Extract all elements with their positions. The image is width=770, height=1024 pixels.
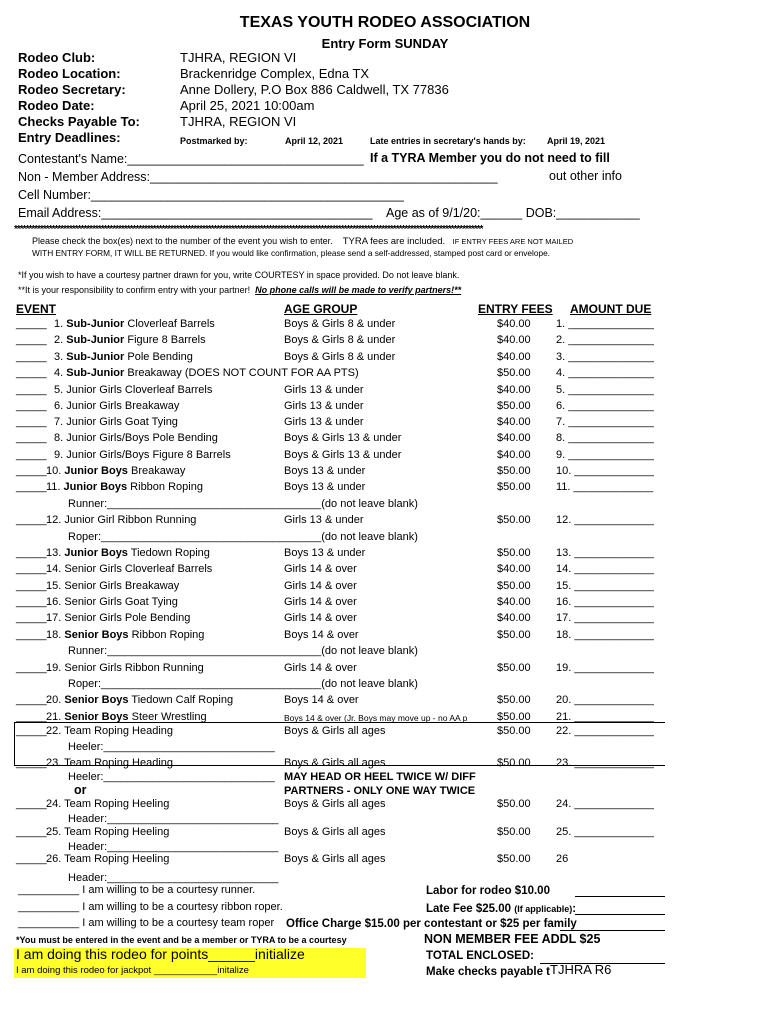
labor-line: [575, 896, 665, 897]
event-age-group: Boys 14 & over (Jr. Boys may move up - no AA p: [284, 712, 468, 723]
event-amount-due: 19. _____________: [556, 661, 654, 674]
team-partner-field: Heeler:____________________________: [68, 741, 275, 753]
event-amount-due: 13. _____________: [556, 547, 654, 560]
office-charge: Office Charge $15.00 per contestant or $25 per family: [286, 918, 577, 930]
courtesy-instructions: *If you wish to have a courtesy partner drawn for you, write COURTESY in space provided. Do not leave blank.: [18, 270, 460, 280]
event-name: [46, 629, 204, 641]
event-number: 20.: [46, 694, 62, 707]
event-amount-due: 4. ______________: [556, 366, 654, 379]
event-title: Team Roping Heeling: [64, 798, 170, 810]
event-bold-name: Sub-Junior: [66, 334, 125, 347]
event-title: Pole Bending: [124, 350, 193, 363]
event-checkbox-blank: _____: [16, 826, 47, 838]
event-amount-due: 1. ______________: [556, 318, 654, 330]
event-checkbox-blank: _____: [16, 399, 47, 412]
event-age-group: Boys & Girls 13 & under: [284, 448, 402, 461]
event-number: 8.: [54, 432, 64, 445]
event-title: Senior Girls Breakaway: [64, 579, 180, 592]
team-partner-field: Header:____________________________: [68, 841, 279, 853]
event-title: Breakaway (DOES NOT COUNT FOR AA PTS): [124, 366, 359, 379]
event-checkbox-blank: _____: [16, 514, 47, 527]
event-amount-due: 9. ______________: [556, 448, 654, 461]
event-checkbox-blank: _____: [16, 628, 47, 641]
event-amount-due: 21. _____________: [556, 710, 654, 723]
event-age-group: Boys 13 & under: [284, 481, 366, 494]
event-checkbox-blank: _____: [16, 612, 47, 625]
event-name: [46, 694, 233, 706]
event-age-group: MAY HEAD OR HEEL TWICE W/ DIFF: [284, 771, 476, 783]
event-title: Steer Wrestling: [128, 710, 207, 723]
event-fee: $50.00: [497, 757, 531, 769]
event-amount-due: 25. _____________: [556, 826, 654, 838]
event-number: 1.: [54, 318, 64, 330]
event-title: Junior Girls Goat Tying: [66, 416, 178, 429]
event-amount-due: 16. _____________: [556, 596, 654, 608]
event-bold-name: Junior Boys: [64, 465, 128, 477]
table-row[interactable]: [0, 662, 770, 678]
event-fee: $50.00: [497, 798, 531, 810]
event-title: Junior Girls/Boys Pole Bending: [66, 432, 218, 445]
event-title: Junior Girls Cloverleaf Barrels: [66, 383, 213, 396]
event-number: 15.: [46, 579, 62, 592]
event-age-group: Girls 13 & under: [284, 416, 364, 429]
payee: TJHRA R6: [550, 962, 612, 977]
table-row[interactable]: [0, 384, 770, 400]
contestant-name-field[interactable]: Contestant's Name:__________________________________: [18, 152, 364, 166]
event-checkbox-blank: _____: [16, 366, 47, 379]
event-amount-due: 3. ______________: [556, 350, 654, 363]
event-age-group: Boys & Girls 13 & under: [284, 432, 402, 445]
event-fee: $50.00: [497, 366, 531, 379]
team-partner-field: Header:____________________________: [68, 872, 279, 884]
event-title: Team Roping Heading: [64, 757, 174, 769]
event-fee: $50.00: [497, 853, 531, 865]
event-checkbox-blank: _____: [16, 853, 47, 865]
event-age-group: Boys & Girls all ages: [284, 853, 386, 865]
age-dob-field[interactable]: Age as of 9/1/20:______ DOB:____________: [386, 206, 640, 220]
event-bold-name: Sub-Junior: [66, 366, 125, 379]
cell-number-field[interactable]: Cell Number:_____________________________________________: [18, 188, 404, 202]
event-amount-due: 8. ______________: [556, 432, 654, 445]
event-number: 26.: [46, 853, 62, 865]
event-age-group: Girls 13 & under: [284, 514, 364, 527]
event-checkbox-blank: _____: [16, 798, 47, 810]
late-label: Late entries in secretary's hands by:: [370, 136, 526, 146]
event-name: [46, 853, 169, 865]
event-checkbox-blank: _____: [16, 318, 47, 330]
event-partner-field: Roper:____________________________________(do not leave blank): [68, 677, 418, 690]
event-amount-due: 5. ______________: [556, 383, 654, 396]
table-row[interactable]: [0, 547, 770, 563]
event-fee: $40.00: [497, 350, 531, 363]
event-amount-due: 6. ______________: [556, 399, 654, 412]
event-checkbox-blank: _____: [16, 432, 47, 445]
event-name: [54, 367, 359, 379]
event-age-group: Boys & Girls all ages: [284, 826, 386, 838]
event-amount-due: 2. ______________: [556, 334, 654, 347]
event-checkbox-blank: _____: [16, 579, 47, 592]
postmarked-label: Postmarked by:: [180, 136, 248, 146]
event-name: [46, 798, 169, 810]
event-number: 12.: [46, 514, 62, 527]
event-number: 3.: [54, 350, 64, 363]
event-title: Senior Girls Goat Tying: [64, 596, 178, 608]
event-checkbox-blank: _____: [16, 465, 47, 477]
event-amount-due: 17. _____________: [556, 612, 654, 625]
table-row[interactable]: [0, 334, 770, 350]
event-name: [46, 514, 196, 526]
event-name: [46, 757, 173, 769]
instructions-line-1: Please check the box(es) next to the number of the event you wish to enter. TYRA fees are included. IF ENTRY FEES ARE NOT MAILED: [32, 236, 574, 247]
event-bold-name: Junior Boys: [63, 481, 128, 494]
make-checks-payable: Make checks payable t: [426, 966, 551, 978]
event-age-group: Boys 13 & under: [284, 465, 366, 477]
event-number: 25.: [46, 826, 62, 838]
event-age-group: Girls 13 & under: [284, 399, 364, 412]
event-fee: $50.00: [497, 694, 531, 707]
header-label: Rodeo Date:: [18, 98, 95, 113]
event-partner-field: Roper:____________________________________(do not leave blank): [68, 530, 418, 543]
event-name: [54, 416, 178, 428]
courtesy-team-roper[interactable]: __________ I am willing to be a courtesy team roper: [18, 917, 275, 929]
event-name: [54, 384, 212, 396]
table-row[interactable]: [0, 481, 770, 497]
event-age-group: Girls 14 & over: [284, 596, 357, 608]
event-checkbox-blank: _____: [16, 334, 47, 347]
email-field[interactable]: Email Address:_______________________________________: [18, 206, 373, 220]
table-row[interactable]: [0, 514, 770, 530]
header-value: TJHRA, REGION VI: [180, 114, 297, 129]
table-row[interactable]: [0, 498, 770, 514]
header-label: Rodeo Location:: [18, 66, 121, 81]
event-title: Senior Girls Cloverleaf Barrels: [64, 563, 213, 576]
table-row[interactable]: [0, 612, 770, 628]
table-row[interactable]: [0, 798, 770, 814]
event-title: Ribbon Roping: [128, 628, 205, 641]
event-number: 19.: [46, 661, 62, 674]
event-title: Senior Girls Pole Bending: [64, 612, 191, 625]
total-enclosed: TOTAL ENCLOSED:: [426, 950, 534, 962]
event-checkbox-blank: _____: [16, 694, 47, 707]
event-name: [46, 580, 179, 592]
event-fee: $40.00: [497, 383, 531, 396]
event-name: [46, 563, 212, 575]
event-number: 22.: [46, 725, 62, 737]
event-partner-field: Runner:___________________________________(do not leave blank): [68, 497, 418, 510]
postmarked-date: April 12, 2021: [285, 136, 344, 146]
event-fee: $40.00: [497, 318, 531, 330]
event-fee: $40.00: [497, 334, 531, 347]
event-title: Junior Girls Breakaway: [66, 399, 180, 412]
event-amount-due: 14. _____________: [556, 563, 654, 576]
header-value: TJHRA, REGION VI: [180, 50, 297, 65]
late-line: [575, 914, 665, 915]
header-label: Checks Payable To:: [18, 114, 140, 129]
event-title: Tiedown Roping: [127, 547, 210, 560]
table-row[interactable]: [0, 694, 770, 710]
event-name: [46, 465, 185, 477]
event-fee: $50.00: [497, 399, 531, 412]
event-checkbox-blank: _____: [16, 448, 47, 461]
event-number: 2.: [54, 334, 64, 347]
event-age-group: Boys & Girls 8 & under: [284, 318, 396, 330]
event-bold-name: Junior Boys: [64, 547, 128, 560]
event-age-group: Girls 14 & over: [284, 579, 357, 592]
team-partner-field: Header:____________________________: [68, 813, 279, 825]
event-amount-due: 24. _____________: [556, 798, 654, 810]
form-subtitle: Entry Form SUNDAY: [321, 36, 449, 51]
event-age-group: Girls 14 & over: [284, 612, 357, 625]
form-title: TEXAS YOUTH RODEO ASSOCIATION: [239, 14, 531, 31]
event-bold-name: Senior Boys: [64, 628, 129, 641]
event-fee: $40.00: [497, 432, 531, 445]
header-value: April 25, 2021 10:00am: [180, 98, 315, 113]
event-age-group: Boys 14 & over: [284, 628, 359, 641]
event-title: Tiedown Calf Roping: [128, 694, 234, 707]
event-name: [46, 612, 190, 624]
event-name: [46, 481, 203, 493]
event-number: 24.: [46, 798, 62, 810]
header-value: Anne Dollery, P.O Box 886 Caldwell, TX 77836: [180, 82, 449, 97]
event-fee: $50.00: [497, 481, 531, 494]
points-option[interactable]: I am doing this rodeo for points______initialize: [16, 946, 305, 962]
office-line: [560, 930, 665, 931]
tyra-note: If a TYRA Member you do not need to fill: [370, 151, 610, 165]
event-title: Team Roping Heeling: [64, 826, 170, 838]
table-row[interactable]: [0, 853, 770, 869]
event-amount-due: 26: [556, 853, 569, 865]
table-row[interactable]: [0, 741, 770, 757]
table-row[interactable]: [0, 629, 770, 645]
table-row[interactable]: [0, 432, 770, 448]
event-number: 11.: [46, 481, 61, 494]
event-number: 21.: [46, 710, 62, 723]
event-amount-due: 18. _____________: [556, 628, 654, 641]
event-title: Senior Girls Ribbon Running: [64, 661, 204, 674]
table-row[interactable]: [0, 416, 770, 432]
event-age-group: Boys & Girls 8 & under: [284, 334, 396, 347]
event-checkbox-blank: _____: [16, 416, 47, 429]
courtesy-ribbon-roper[interactable]: __________ I am willing to be a courtesy ribbon roper.: [18, 901, 283, 913]
table-row[interactable]: [0, 531, 770, 547]
event-name: [54, 400, 179, 412]
event-amount-due: 23. _____________: [556, 757, 654, 769]
event-age-group: Girls 14 & over: [284, 563, 357, 576]
event-checkbox-blank: _____: [16, 710, 47, 723]
event-fee: $50.00: [497, 579, 531, 592]
event-fee: $50.00: [497, 465, 531, 477]
event-checkbox-blank: _____: [16, 481, 47, 494]
table-row[interactable]: [0, 318, 770, 334]
event-bold-name: Sub-Junior: [66, 350, 125, 363]
col-age: AGE GROUP: [284, 302, 358, 316]
table-row[interactable]: [0, 596, 770, 612]
table-row[interactable]: [0, 826, 770, 842]
event-name: [46, 662, 204, 674]
event-amount-due: 20. _____________: [556, 694, 654, 707]
event-fee: $40.00: [497, 563, 531, 576]
event-number: 13.: [46, 547, 62, 560]
event-number: 5.: [54, 383, 64, 396]
header-label: Rodeo Secretary:: [18, 82, 126, 97]
late-date: April 19, 2021: [547, 136, 606, 146]
event-fee: $40.00: [497, 596, 531, 608]
event-number: 18.: [46, 628, 62, 641]
confirm-instructions: **It is your responsibility to confirm entry with your partner! No phone calls will be made to verify partners!**: [18, 285, 462, 295]
event-checkbox-blank: _____: [16, 757, 47, 769]
event-fee: $50.00: [497, 514, 531, 527]
event-title: Team Roping Heading: [64, 725, 174, 737]
event-checkbox-blank: _____: [16, 661, 47, 674]
event-amount-due: 7. ______________: [556, 416, 654, 429]
event-amount-due: 11. _____________: [556, 481, 654, 494]
event-name: [54, 351, 193, 363]
event-checkbox-blank: _____: [16, 596, 47, 608]
event-number: 6.: [54, 399, 64, 412]
table-row[interactable]: [0, 449, 770, 465]
event-amount-due: 15. _____________: [556, 579, 654, 592]
col-fees: ENTRY FEES: [478, 302, 553, 316]
header-label: Rodeo Club:: [18, 50, 96, 65]
event-fee: $40.00: [497, 612, 531, 625]
table-row[interactable]: [0, 400, 770, 416]
courtesy-runner[interactable]: __________ I am willing to be a courtesy runner.: [18, 884, 256, 896]
event-title: Team Roping Heeling: [64, 853, 170, 865]
event-bold-name: Senior Boys: [64, 694, 129, 707]
tyra-note-2: out other info: [549, 169, 622, 183]
event-amount-due: 10. _____________: [556, 465, 654, 477]
table-row[interactable]: [0, 725, 770, 741]
event-age-group: Boys & Girls 8 & under: [284, 350, 396, 363]
event-title: Ribbon Roping: [127, 481, 203, 494]
event-checkbox-blank: _____: [16, 547, 47, 560]
event-name: [46, 596, 178, 608]
jackpot-option[interactable]: I am doing this rodeo for jackpot ____________initalize: [16, 965, 249, 976]
event-name: [46, 711, 207, 723]
event-fee: $50.00: [497, 710, 531, 723]
event-age-group: Girls 13 & under: [284, 383, 364, 396]
event-age-group: Girls 14 & over: [284, 661, 357, 674]
must-enter-note: *You must be entered in the event and be a member or TYRA to be a courtesy: [16, 935, 347, 945]
event-name: [46, 725, 173, 737]
table-row[interactable]: [0, 563, 770, 579]
event-amount-due: 12. _____________: [556, 514, 654, 527]
event-fee: $50.00: [497, 661, 531, 674]
event-title: Breakaway: [127, 465, 186, 477]
event-age-group: Boys & Girls all ages: [284, 798, 386, 810]
event-checkbox-blank: _____: [16, 383, 47, 396]
table-row[interactable]: [0, 351, 770, 367]
event-number: 7.: [54, 416, 64, 429]
event-fee: $50.00: [497, 628, 531, 641]
event-name: [46, 826, 169, 838]
non-member-fee: NON MEMBER FEE ADDL $25: [424, 932, 601, 946]
late-fee: Late Fee $25.00 (If applicable):: [426, 903, 577, 915]
table-row[interactable]: [0, 678, 770, 694]
event-title: Cloverleaf Barrels: [124, 318, 215, 330]
event-fee: $50.00: [497, 725, 531, 737]
event-title: Figure 8 Barrels: [124, 334, 206, 347]
event-age-group: Boys & Girls all ages: [284, 757, 386, 769]
instructions-line-2: WITH ENTRY FORM, IT WILL BE RETURNED. If you would like confirmation, please send a self-addressed, stamped post card or envelope.: [32, 248, 550, 258]
event-name: [54, 318, 215, 330]
col-amount: AMOUNT DUE: [570, 302, 652, 316]
event-bold-name: Senior Boys: [64, 710, 129, 723]
event-checkbox-blank: _____: [16, 563, 47, 576]
event-fee: $50.00: [497, 826, 531, 838]
labor-fee: Labor for rodeo $10.00: [426, 885, 550, 897]
event-title: Junior Girl Ribbon Running: [64, 514, 197, 527]
event-name: [46, 547, 210, 559]
event-number: 23.: [46, 757, 62, 769]
event-age-group: Boys & Girls all ages: [284, 725, 386, 737]
event-number: 4.: [54, 366, 64, 379]
event-age-group: Boys 13 & under: [284, 547, 366, 560]
table-row[interactable]: [0, 645, 770, 661]
event-fee: $40.00: [497, 448, 531, 461]
event-amount-due: 22. _____________: [556, 725, 654, 737]
team-partner-field: Heeler:____________________________: [68, 771, 275, 783]
or-label: or: [74, 783, 87, 797]
event-partner-field: Runner:___________________________________(do not leave blank): [68, 644, 418, 657]
non-member-address-field[interactable]: Non - Member Address:__________________________________________________: [18, 170, 498, 184]
event-checkbox-blank: _____: [16, 350, 47, 363]
event-fee: $40.00: [497, 416, 531, 429]
event-name: [54, 334, 206, 346]
header-label: Entry Deadlines:: [18, 130, 121, 145]
event-number: 9.: [54, 448, 64, 461]
event-number: 17.: [46, 612, 62, 625]
table-row[interactable]: [0, 367, 770, 383]
event-age-group: Boys 14 & over: [284, 694, 359, 707]
event-number: 14.: [46, 563, 62, 576]
header-value: Brackenridge Complex, Edna TX: [180, 66, 370, 81]
event-checkbox-blank: _____: [16, 725, 47, 737]
event-name: [54, 449, 231, 461]
event-name: [54, 432, 218, 444]
event-age-group: PARTNERS - ONLY ONE WAY TWICE: [284, 785, 476, 797]
separator-stars: ******************************************************************************************************************************************************************: [14, 224, 483, 235]
event-title: Junior Girls/Boys Figure 8 Barrels: [66, 448, 231, 461]
event-number: 10.: [46, 465, 62, 477]
col-event: EVENT: [16, 302, 57, 316]
event-number: 16.: [46, 596, 62, 608]
table-row[interactable]: [0, 465, 770, 481]
event-fee: $50.00: [497, 547, 531, 560]
event-bold-name: Sub-Junior: [66, 318, 125, 330]
table-row[interactable]: [0, 580, 770, 596]
